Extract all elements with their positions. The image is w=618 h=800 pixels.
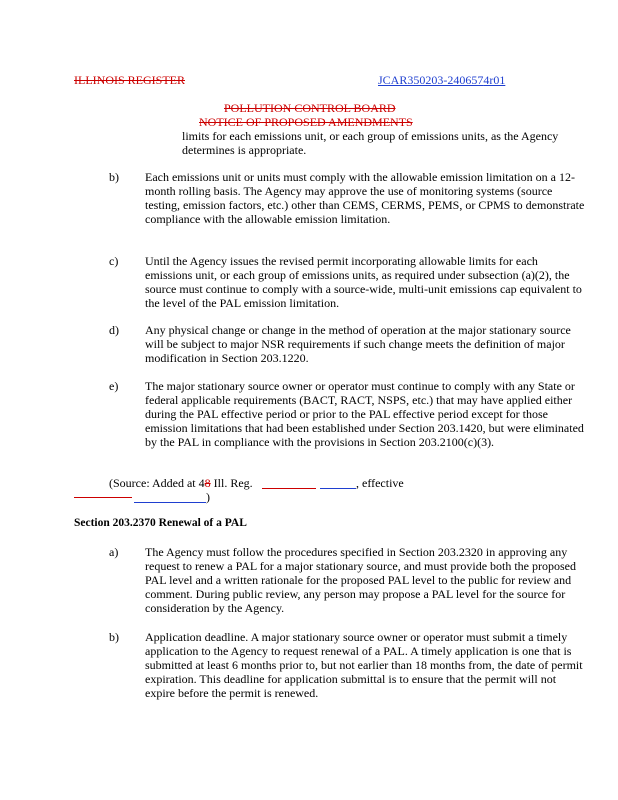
section-item-b	[109, 630, 585, 700]
jcar-code	[378, 73, 505, 88]
item-label: b)	[109, 630, 119, 644]
list-item-c	[109, 254, 585, 310]
item-text: Until the Agency issues the revised permit incorporating allowable limits for each emissions unit, or each group of emissions units, as required under subsection (a)(2), the source must continue to comply with a source-wide, multi-unit emissions cap equivalent to the level of the PAL emission limitation.	[145, 254, 582, 310]
item-text: Application deadline. A major stationary source owner or operator must submit a timely application to the Agency to request renewal of a PAL. A timely application is one that is submitted at least 6 months prior to, but not earlier than 18 months from, the date of permit expiration. This deadline for application submittal is to ensure that the permit will not expire before the permit is renewed.	[145, 630, 583, 700]
register-label: ILLINOIS REGISTER	[74, 73, 185, 87]
deleted-blank-line	[262, 488, 316, 489]
inserted-date-line	[134, 502, 206, 503]
item-text: The Agency must follow the procedures specified in Section 203.2320 in approving any request to renew a PAL for a major stationary source, and must provide both the proposed PAL level and a written rationale for the proposed PAL level to the public for review and comment. During public review, any person may propose a PAL level for the source for consideration by the Agency.	[145, 545, 577, 615]
source-ill-reg: Ill. Reg.	[210, 476, 253, 490]
section-title: Section 203.2370 Renewal of a PAL	[74, 517, 247, 529]
source-prefix: (Source: Added at 4	[109, 476, 205, 490]
item-label: d)	[109, 323, 119, 337]
source-close: )	[206, 490, 210, 504]
board-name: POLLUTION CONTROL BOARD	[224, 101, 396, 115]
item-text: The major stationary source owner or operator must continue to comply with any State or federal applicable requirements (BACT, RACT, NSPS, etc.) that may have applied either during the PAL effective period or prior to the PAL effective period except for those emission limitations that had been established under Section 203.1420, but were eliminated by the PAL in compliance with the provisions in Section 203.2100(c)(3).	[145, 379, 584, 449]
source-volume-deleted: 8	[204, 476, 211, 490]
item-label: b)	[109, 170, 119, 184]
item-label: a)	[109, 545, 119, 559]
continuation-text: limits for each emissions unit, or each group of emissions units, as the Agency determines is appropriate.	[182, 129, 559, 157]
item-text: Any physical change or change in the method of operation at the major stationary source will be subject to major NSR requirements if such change meets the definition of major modification in Section 203.1220.	[145, 323, 571, 365]
jcar-code-prefix: JCAR350203-240657	[378, 73, 484, 87]
list-item-d	[109, 323, 585, 365]
source-effective: , effective	[356, 476, 404, 490]
item-text: Each emissions unit or units must comply with the allowable emission limitation on a 12-month rolling basis. The Agency may approve the use of monitoring systems (source testing, emission factors, etc.) other than CEMS, CERMS, PEMS, or CPMS to demonstrate compliance with the allowable emission limitation.	[145, 170, 585, 226]
notice-type: NOTICE OF PROPOSED AMENDMENTS	[199, 115, 413, 129]
item-label: e)	[109, 379, 119, 393]
list-item-b	[109, 170, 585, 226]
list-item-e	[109, 379, 585, 449]
section-item-a	[109, 545, 585, 615]
source-note	[109, 476, 253, 491]
item-label: c)	[109, 254, 119, 268]
deleted-date-line	[74, 497, 132, 498]
jcar-code-suffix: 4r01	[483, 73, 506, 87]
inserted-blank-line	[320, 488, 356, 489]
